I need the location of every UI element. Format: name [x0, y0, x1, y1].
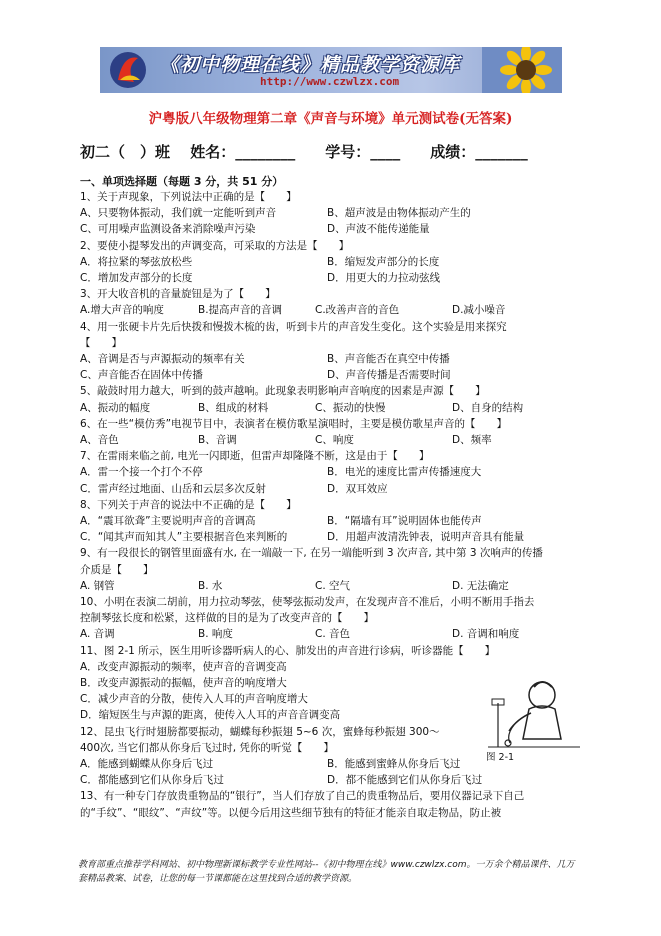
- answer-option[interactable]: A、振动的幅度: [80, 401, 151, 414]
- question-stem: 9、有一段很长的钢管里面盛有水, 在一端敲一下, 在另一端能听到 3 次声音, 其中第 3 次响声的传播: [80, 547, 543, 560]
- answer-option[interactable]: C、响度: [315, 434, 354, 446]
- answer-option[interactable]: B. 响度: [198, 628, 233, 641]
- answer-option[interactable]: C.改善声音的音色: [315, 304, 400, 317]
- site-banner: [100, 47, 562, 93]
- answer-option[interactable]: A、音色: [80, 434, 119, 446]
- question-stem: 3、开大收音机的音量旋钮是为了【 】: [80, 288, 276, 301]
- site-logo-icon: [108, 50, 148, 90]
- answer-option[interactable]: A、音调是否与声源振动的频率有关: [80, 353, 245, 365]
- answer-option[interactable]: A．改变声源振动的频率，使声音的音调变高: [80, 660, 287, 673]
- answer-option[interactable]: D．缩短医生与声源的距离，使传入人耳的声音音调变高: [80, 709, 341, 722]
- answer-option[interactable]: A.增大声音的响度: [80, 304, 164, 317]
- answer-option[interactable]: C．雷声经过地面、山岳和云层多次反射: [80, 482, 266, 495]
- answer-option[interactable]: D、声音传播是否需要时间: [327, 369, 451, 382]
- answer-option[interactable]: C、可用噪声监测设备来消除噪声污染: [80, 223, 256, 236]
- answer-option[interactable]: C．都能感到它们从你身后飞过: [80, 774, 224, 787]
- question-stem: 13、有一种专门存放贵重物品的“银行”，当人们存放了自己的贵重物品后，要用仪器记录下自己: [80, 790, 525, 803]
- answer-option[interactable]: A. 钢管: [80, 579, 115, 592]
- answer-option[interactable]: C．增加发声部分的长度: [80, 272, 193, 284]
- page-footer: 教育部重点推荐学科网站、初中物理新课标教学专业性网站--《初中物理在线》www.czwlzx.com。一万余个精品课件、几万套精品教案、试卷，让您的每一节课都能在这里找到合适的教学资源。: [78, 860, 575, 884]
- answer-option[interactable]: D．双耳效应: [327, 482, 388, 495]
- student-info-line: 初二（ ）班 姓名：________ 学号：____ 成绩：_______: [80, 143, 528, 161]
- banner-url[interactable]: http://www.czwlzx.com: [260, 75, 400, 88]
- stethoscope-doctor-figure: [484, 673, 584, 749]
- question-stem: 400次, 当它们都从你身后飞过时, 凭你的听觉【 】: [80, 741, 334, 754]
- sunflower-icon: [482, 47, 562, 93]
- answer-option[interactable]: B、超声波是由物体振动产生的: [327, 207, 471, 220]
- document-title: 沪粤版八年级物理第二章《声音与环境》单元测试卷(无答案): [148, 111, 513, 127]
- question-stem: 7、在雷雨来临之前, 电光一闪即逝，但雷声却隆隆不断，这是由于【 】: [80, 450, 430, 463]
- answer-option[interactable]: D. 无法确定: [452, 579, 509, 592]
- answer-option[interactable]: D．用更大的力拉动弦线: [327, 272, 441, 284]
- answer-option[interactable]: B．电光的速度比雷声传播速度大: [327, 466, 482, 479]
- question-stem: 的“手纹”、“眼纹”、“声纹”等。以便今后用这些细节独有的特征才能亲自取走物品，防止被: [80, 806, 502, 819]
- question-stem: 控制琴弦长度和松紧，这样做的目的是为了改变声音的【 】: [80, 612, 374, 625]
- answer-option[interactable]: D. 音调和响度: [452, 628, 520, 641]
- answer-option[interactable]: B、组成的材料: [198, 401, 269, 414]
- answer-option[interactable]: A．雷一个接一个打个不停: [80, 466, 203, 479]
- answer-option[interactable]: B. 水: [198, 579, 223, 592]
- answer-option[interactable]: D．都不能感到它们从你身后飞过: [327, 774, 483, 787]
- answer-option[interactable]: A．“震耳欲聋”主要说明声音的音调高: [80, 515, 256, 527]
- answer-option[interactable]: D．用超声波清洗钟表，说明声音具有能量: [327, 531, 525, 544]
- answer-option[interactable]: B．缩短发声部分的长度: [327, 255, 440, 268]
- answer-option[interactable]: B．能感到蜜蜂从你身后飞过: [327, 758, 461, 770]
- question-stem: 6、在一些“模仿秀”电视节目中，表演者在模仿歌星演唱时，主要是模仿歌星声音的【 】: [80, 417, 508, 430]
- answer-option[interactable]: B．“隔墙有耳”说明固体也能传声: [327, 515, 482, 527]
- answer-option[interactable]: C. 空气: [315, 579, 351, 592]
- answer-option[interactable]: C．减少声音的分散，使传入人耳的声音响度增大: [80, 693, 308, 706]
- answer-option[interactable]: D、频率: [452, 434, 492, 446]
- answer-option[interactable]: C、振动的快慢: [315, 401, 386, 414]
- answer-option[interactable]: A、只要物体振动，我们就一定能听到声音: [80, 207, 277, 220]
- answer-option[interactable]: B．改变声源振动的振幅，使声音的响度增大: [80, 677, 287, 689]
- answer-option[interactable]: C、声音能否在固体中传播: [80, 369, 203, 382]
- question-stem: 10、小明在表演二胡前，用力拉动琴弦，使琴弦振动发声，在发现声音不准后，小明不断用手指去: [80, 596, 535, 608]
- answer-option[interactable]: B.提高声音的音调: [198, 304, 283, 317]
- banner-title: 《初中物理在线》精品教学资源库: [160, 54, 461, 76]
- answer-option[interactable]: C. 音色: [315, 628, 351, 641]
- answer-option[interactable]: C．“闻其声而知其人”主要根据音色来判断的: [80, 531, 288, 544]
- question-stem: 2、要使小提琴发出的声调变高，可采取的方法是【 】: [80, 239, 350, 252]
- answer-option[interactable]: D、自身的结构: [452, 401, 524, 414]
- question-stem: 12、昆虫飞行时翅膀都要振动，蝴蝶每秒振翅 5~6 次，蜜蜂每秒振翅 300～: [80, 725, 440, 738]
- question-stem: 【 】: [80, 336, 122, 349]
- question-stem: 8、下列关于声音的说法中不正确的是【 】: [80, 498, 297, 511]
- answer-option[interactable]: A．将拉紧的琴弦放松些: [80, 255, 193, 268]
- section-heading: 一、单项选择题（每题 3 分，共 51 分）: [80, 175, 284, 188]
- question-stem: 11、图 2-1 所示，医生用听诊器听病人的心、肺发出的声音进行诊病，听诊器能【 】: [80, 644, 496, 657]
- answer-option[interactable]: B、音调: [198, 434, 237, 446]
- figure-caption: 图 2-1: [486, 752, 515, 763]
- question-stem: 1、关于声现象，下列说法中正确的是【 】: [80, 191, 297, 203]
- answer-option[interactable]: A．能感到蝴蝶从你身后飞过: [80, 758, 214, 770]
- answer-option[interactable]: A. 音调: [80, 628, 115, 641]
- question-stem: 4、用一张硬卡片先后快拨和慢拨木梳的齿，听到卡片的声音发生变化。这个实验是用来探究: [80, 320, 507, 333]
- answer-option[interactable]: B、声音能否在真空中传播: [327, 353, 450, 365]
- question-stem: 介质是【 】: [80, 563, 154, 576]
- answer-option[interactable]: D.减小噪音: [452, 304, 506, 317]
- answer-option[interactable]: D、声波不能传递能量: [327, 223, 430, 236]
- question-stem: 5、敲鼓时用力越大，听到的鼓声越响。此现象表明影响声音响度的因素是声源【 】: [80, 385, 486, 398]
